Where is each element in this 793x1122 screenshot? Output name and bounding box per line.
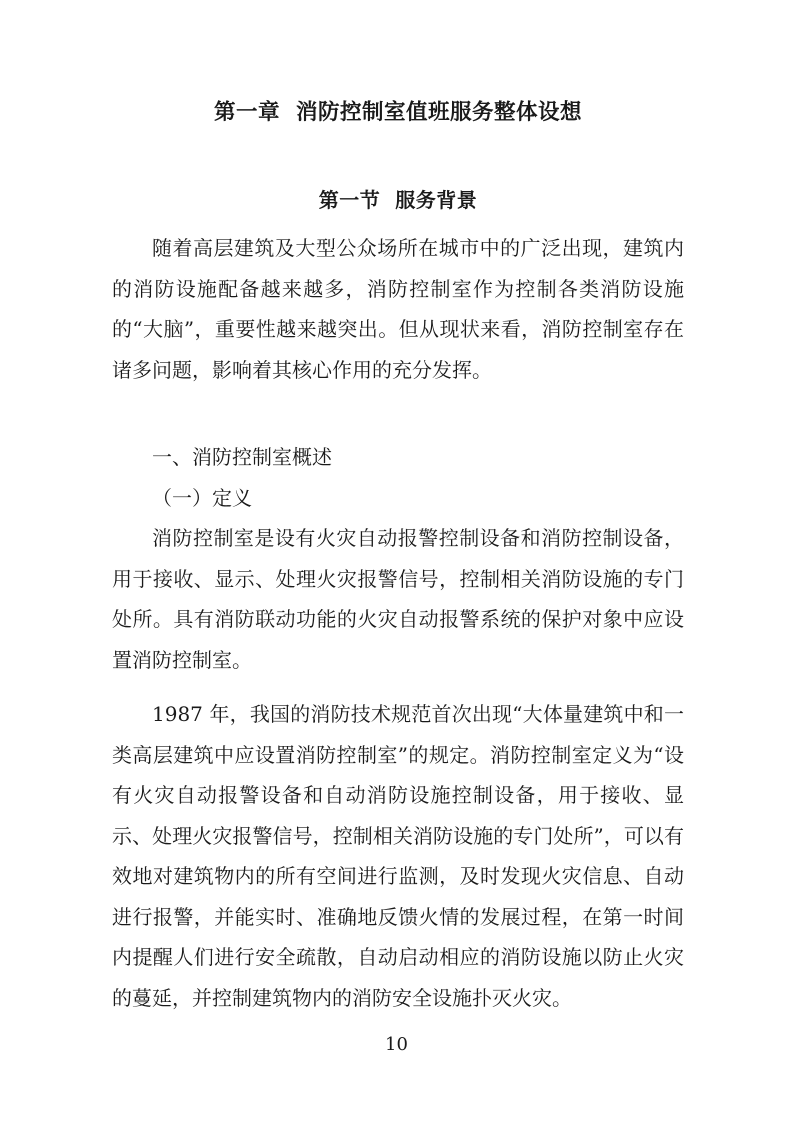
heading-overview: 一、消防控制室概述 (152, 445, 332, 469)
paragraph-background: 随着高层建筑及大型公众场所在城市中的广泛出现，建筑内的消防设施配备越来越多，消防控制室作为控制各类消防设施的“大脑”，重要性越来越突出。但从现状来看，消防控制室存在诸多问题，影响着其核心作用的充分发挥。 (112, 236, 684, 382)
section-title: 第一节 服务背景 (318, 188, 478, 212)
chapter-title: 第一章 消防控制室值班服务整体设想 (214, 100, 582, 125)
paragraph-history: 1987 年，我国的消防技术规范首次出现“大体量建筑中和一类高层建筑中应设置消防控制室”的规定。消防控制室定义为“设有火灾自动报警设备和自动消防设施控制设备，用于接收、显示、处理火灾报警信号，控制相关消防设施的专门处所”，可以有效地对建筑物内的所有空间进行监测，及时发现火灾信息、自动进行报警，并能实时、准确地反馈火情的发展过程，在第一时间内提醒人们进行安全疏散，自动启动相应的消防设施以防止火灾的蔓延，并控制建筑物内的消防安全设施扑灭火灾。 (112, 702, 684, 1010)
paragraph-definition: 消防控制室是设有火灾自动报警控制设备和消防控制设备，用于接收、显示、处理火灾报警信号，控制相关消防设施的专门处所。具有消防联动功能的火灾自动报警系统的保护对象中应设置消防控制室。 (112, 526, 684, 672)
page-content (112, 0, 684, 1018)
page-number: 10 (385, 1034, 408, 1055)
heading-definition: （一）定义 (152, 485, 252, 510)
